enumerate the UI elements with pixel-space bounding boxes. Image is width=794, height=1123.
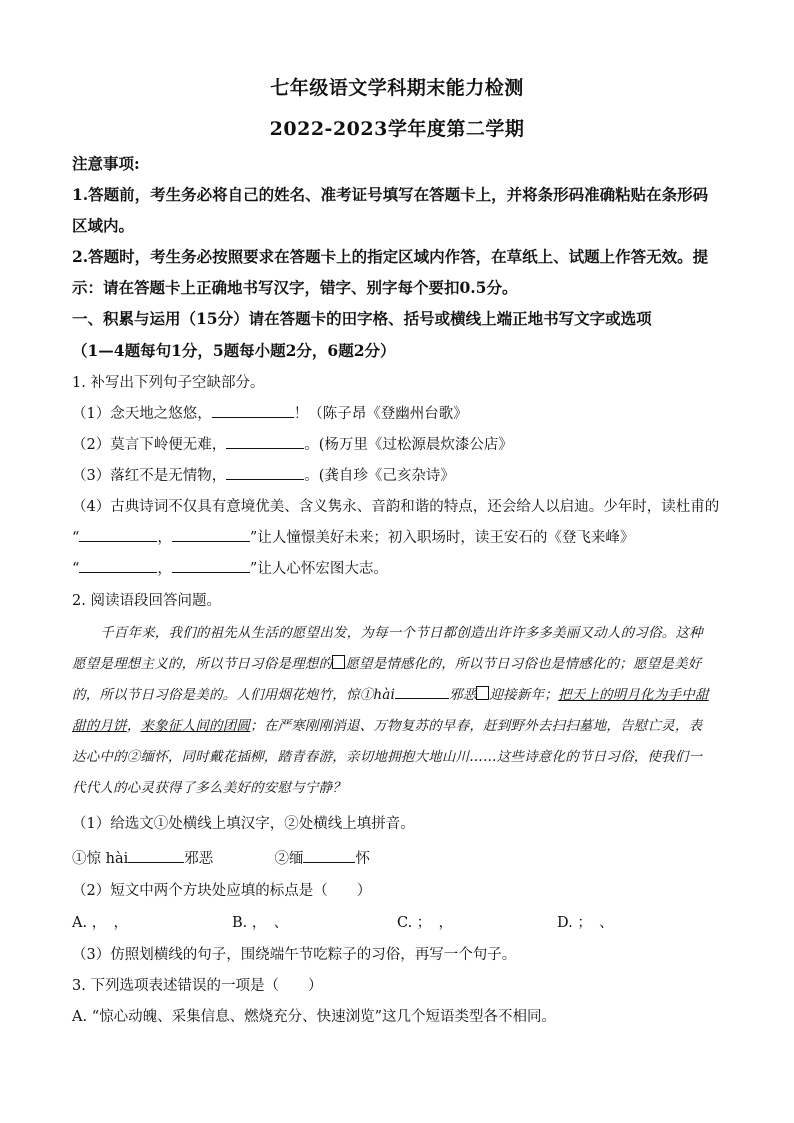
underlined-sentence: 把天上的明月化为手中甜 xyxy=(557,687,709,703)
passage-text: ；在严寒刚刚消退、万物复苏的早春，赶到野外去扫扫墓地，告慰亡灵，表 xyxy=(250,718,703,734)
answer-blank xyxy=(303,848,355,863)
blank-label: ①惊 hài xyxy=(72,851,129,867)
question-2-sub-3: （3）仿照划横线的句子，围绕端午节吃粽子的习俗，再写一个句子。 xyxy=(72,947,517,963)
sentence-suffix: ”让人憧憬美好未来；初入职场时，读王安石的《登飞来峰》 xyxy=(249,530,635,546)
question-1-sentence-1 xyxy=(72,402,732,423)
passage-line-3 xyxy=(72,683,732,703)
question-2-stem: 2. 阅读语段回答问题。 xyxy=(72,593,221,609)
answer-blank xyxy=(128,848,184,863)
passage-text: 愿望是情感化的，所以节日习俗也是情感化的；愿望是美好 xyxy=(345,656,702,672)
passage-text: 的，所以节日习俗是美的。人们用烟花炮竹，惊①hài xyxy=(72,687,396,703)
sentence-prefix: （3）落红不是无情物， xyxy=(72,468,227,484)
answer-blank xyxy=(79,527,157,542)
passage-line-4 xyxy=(72,714,732,734)
notice-heading: 注意事项: xyxy=(72,154,140,173)
question-1-sentence-2 xyxy=(72,433,732,454)
blank-label: 怀 xyxy=(355,851,370,867)
question-2-option-a[interactable]: A. ， ， xyxy=(72,915,128,931)
question-2-sub-1-blanks xyxy=(72,847,732,868)
question-1-stem: 1. 补写出下列句子空缺部分。 xyxy=(72,375,265,391)
question-2-option-d[interactable]: D. ； 、 xyxy=(557,915,614,931)
passage-line-2 xyxy=(72,652,732,672)
blank-label: ②缅 xyxy=(274,851,304,867)
question-2-option-c[interactable]: C. ； ， xyxy=(397,915,454,931)
punctuation-box xyxy=(332,655,345,669)
passage-text: 愿望是理想主义的，所以节日习俗是理想的 xyxy=(72,656,333,672)
answer-blank xyxy=(226,434,304,449)
answer-blank xyxy=(172,527,250,542)
notice-item-1-cont: 区域内。 xyxy=(72,216,135,235)
sentence-suffix: ”让人心怀宏图大志。 xyxy=(249,561,388,577)
question-2-option-b[interactable]: B. ， 、 xyxy=(232,915,289,931)
exam-term: 2022-2023学年度第二学期 xyxy=(269,118,525,140)
notice-item-1: 1.答题前，考生务必将自己的姓名、准考证号填写在答题卡上，并将条形码准确粘贴在条形码 xyxy=(72,185,709,204)
question-1-sentence-3 xyxy=(72,464,732,485)
passage-text: 迎接新年； xyxy=(489,687,558,703)
question-1-sentence-4-line-3 xyxy=(72,557,732,578)
passage-text: 邪恶 xyxy=(449,687,477,703)
quote-open: “ xyxy=(72,561,80,577)
answer-blank xyxy=(226,465,304,480)
punctuation-box xyxy=(476,686,489,700)
comma: ， xyxy=(157,561,172,577)
sentence-suffix: 。(龚自珍《己亥杂诗》 xyxy=(304,468,455,484)
notice-item-2-cont: 示：请在答题卡上正确地书写汉字，错字、别字每个要扣0.5分。 xyxy=(72,278,518,297)
answer-blank xyxy=(395,684,449,699)
comma: ， xyxy=(157,530,172,546)
passage-line-6: 代代人的心灵获得了多么美好的安慰与宁静？ xyxy=(72,780,346,796)
comma: ， xyxy=(126,718,141,734)
notice-item-2: 2.答题时，考生务必按照要求在答题卡上的指定区域内作答，在草纸上、试题上作答无效。提 xyxy=(72,247,709,266)
question-2-sub-2: （2）短文中两个方块处应填的标点是（ ） xyxy=(72,883,372,899)
underlined-sentence: 甜的月饼 xyxy=(72,718,127,734)
sentence-suffix: 。(杨万里《过松源晨炊漆公店》 xyxy=(304,437,513,453)
passage-line-5: 达心中的②缅怀，同时戴花插柳，踏青春游，亲切地拥抱大地山川……这些诗意化的节日习俗，使我们一 xyxy=(72,749,703,765)
answer-blank xyxy=(79,558,157,573)
underlined-sentence: 来象征人间的团圆 xyxy=(140,718,251,734)
sentence-suffix: ！（陈子昂《登幽州台歌》 xyxy=(293,406,468,422)
sentence-prefix: （2）莫言下岭便无难， xyxy=(72,437,227,453)
question-2-sub-1: （1）给选文①处横线上填汉字，②处横线上填拼音。 xyxy=(72,816,415,832)
blank-label: 邪恶 xyxy=(184,851,214,867)
passage-line-1: 千百年来，我们的祖先从生活的愿望出发，为每一个节日都创造出许许多多美丽又动人的习俗。这种 xyxy=(100,625,703,641)
exam-title: 七年级语文学科期末能力检测 xyxy=(270,77,524,99)
quote-open: “ xyxy=(72,530,80,546)
section-1-heading: 一、积累与运用（15分）请在答题卡的田字格、括号或横线上端正地书写文字或选项 xyxy=(72,309,652,328)
question-3-option-a[interactable]: A. “惊心动魄、采集信息、燃烧充分、快速浏览”这几个短语类型各不相同。 xyxy=(72,1009,557,1025)
question-3-stem: 3. 下列选项表述错误的一项是（ ） xyxy=(72,978,323,994)
sentence-prefix: （1）念天地之悠悠， xyxy=(72,406,212,422)
answer-blank xyxy=(212,403,294,418)
question-1-sentence-4: （4）古典诗词不仅具有意境优美、含义隽永、音韵和谐的特点，还会给人以启迪。少年时，读杜甫的 xyxy=(72,499,720,515)
answer-blank xyxy=(172,558,250,573)
question-1-sentence-4-line-2 xyxy=(72,526,732,547)
section-1-note: （1—4题每句1分，5题每小题2分，6题2分） xyxy=(72,341,396,360)
